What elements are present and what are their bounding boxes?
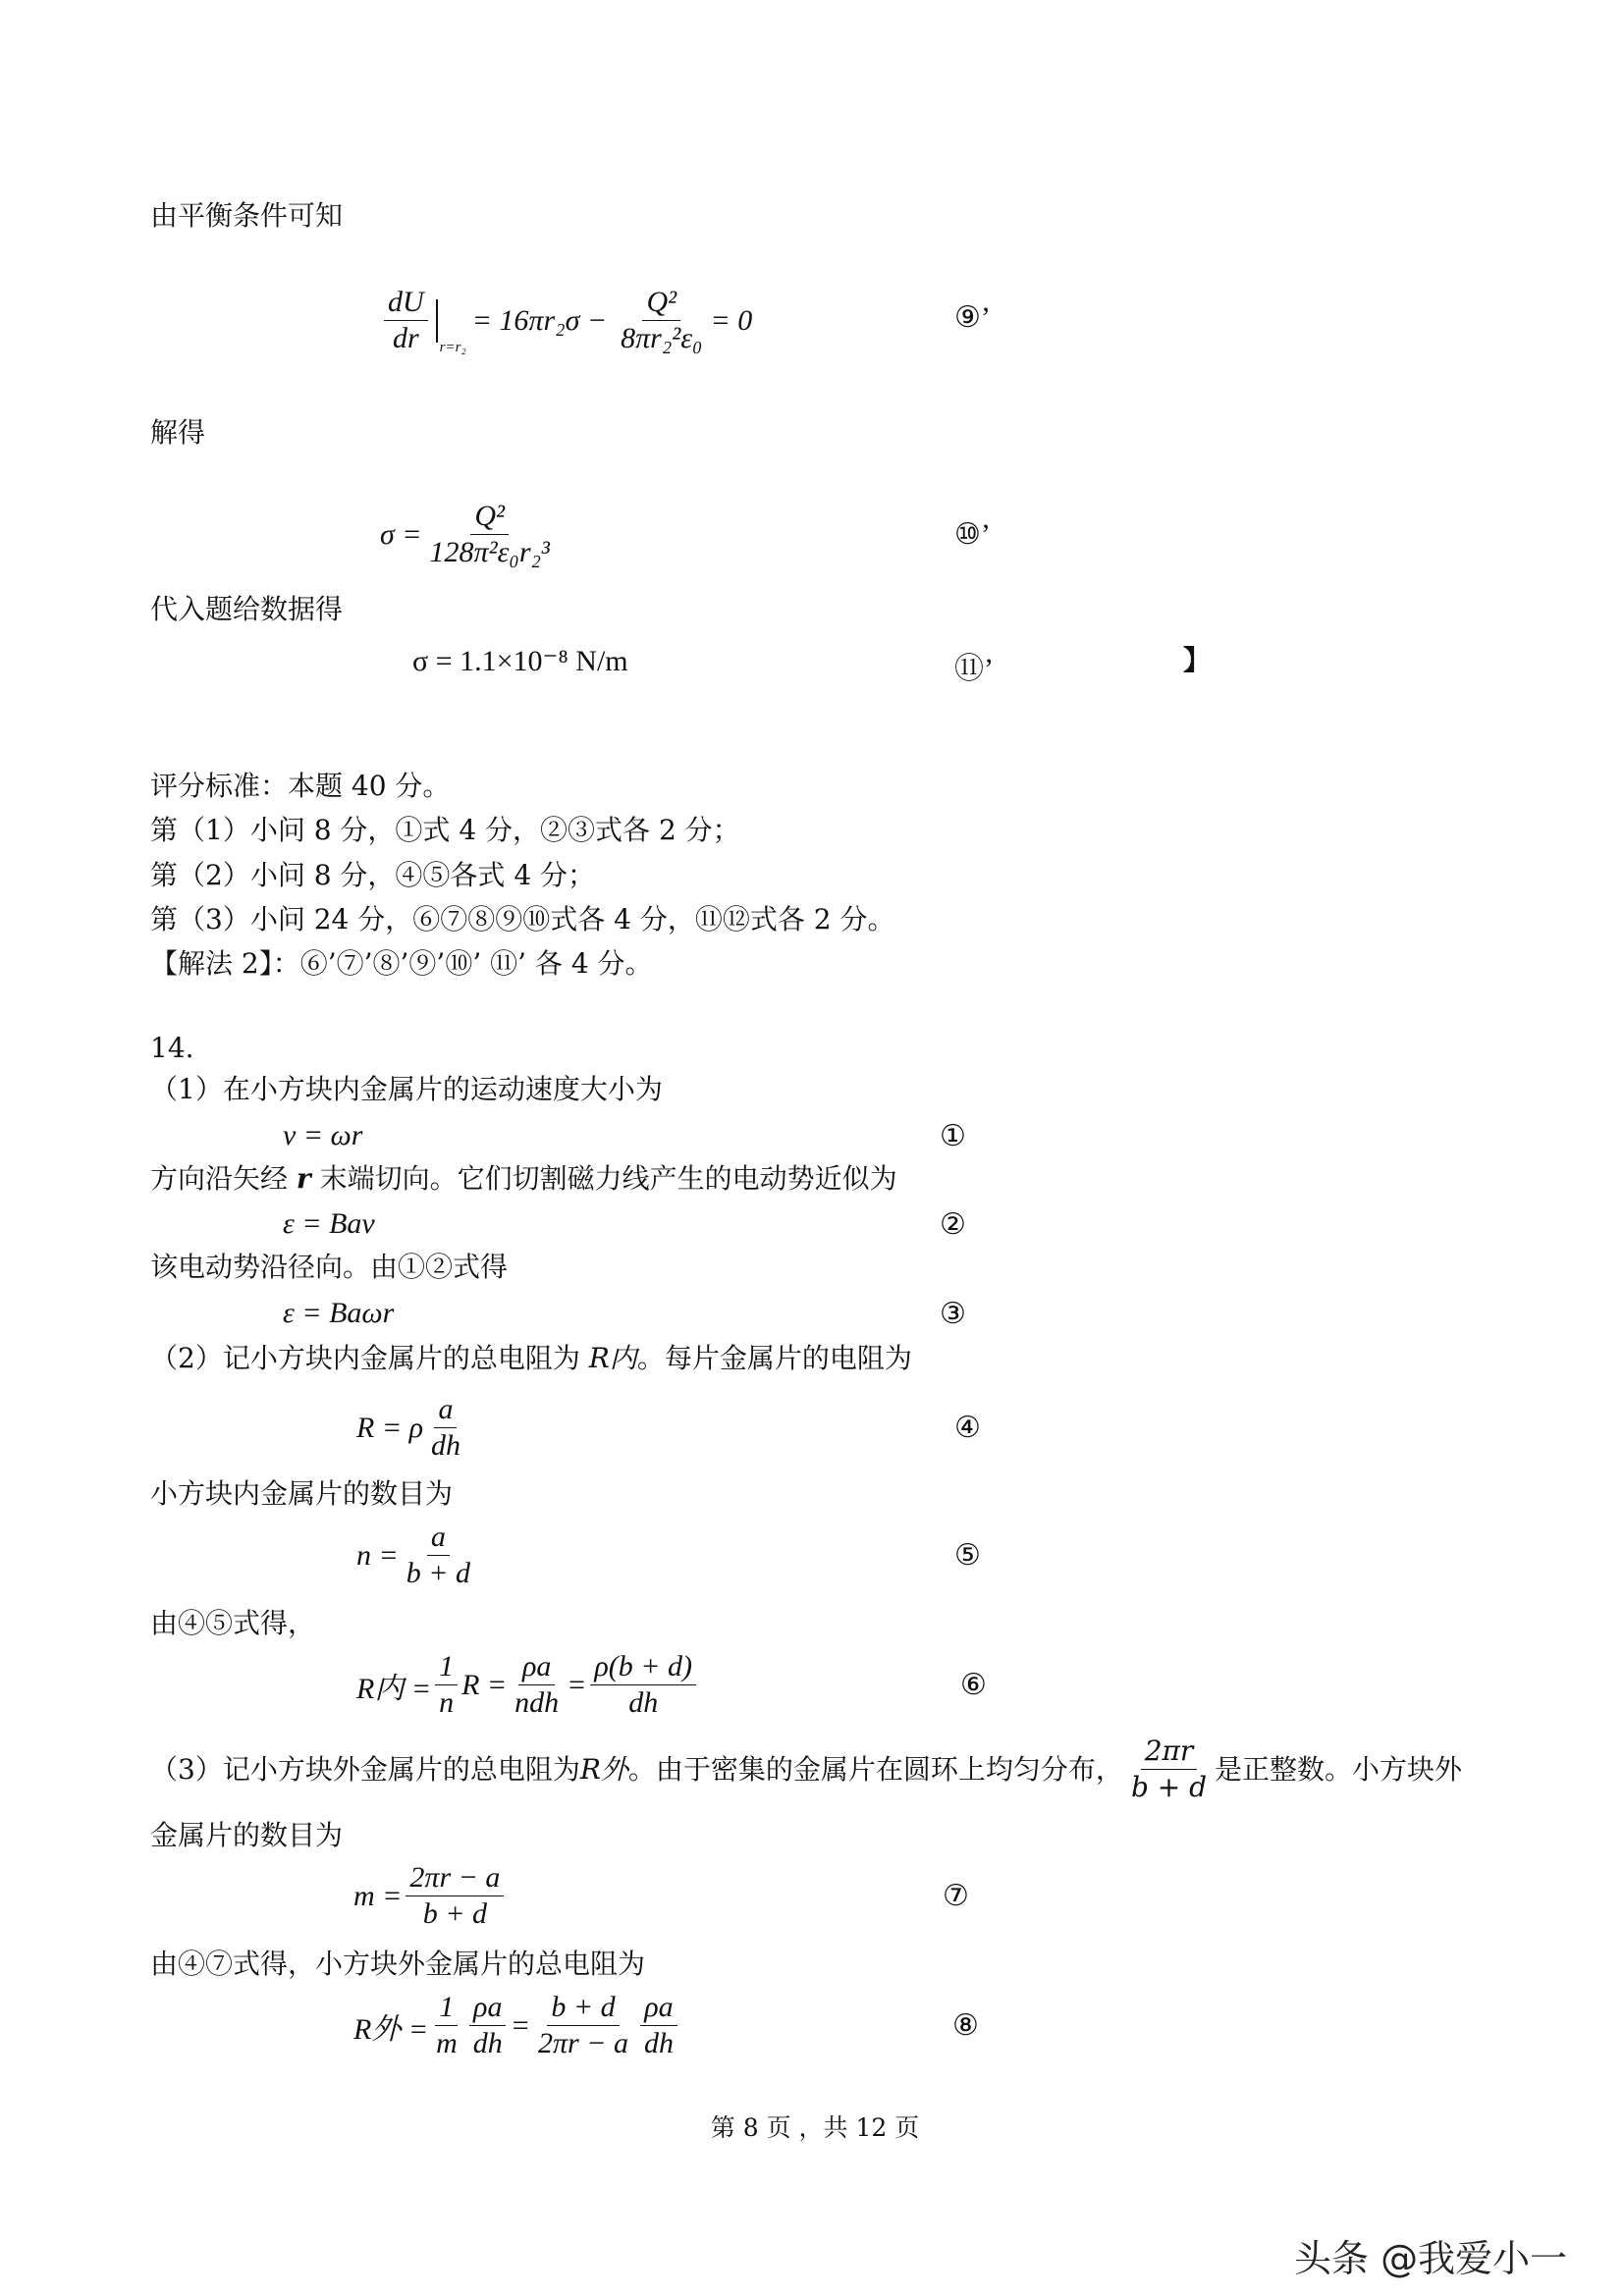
- eq-part: dr: [392, 322, 419, 354]
- text-line: 金属片的数目为: [150, 1819, 344, 1851]
- eq-part: 2πr: [1141, 1734, 1198, 1770]
- eq-part: 128π²ε₀r₂³: [429, 536, 550, 568]
- equation-9: [380, 285, 752, 356]
- scoring-line: 评分标准：本题 40 分。: [150, 770, 451, 802]
- eq-part: n: [439, 1686, 455, 1719]
- eq-part: m: [436, 2027, 458, 2059]
- eq-part: b + d: [1130, 1771, 1208, 1803]
- text: 末端切向。它们切割磁力线产生的电动势近似为: [310, 1162, 897, 1195]
- eq-part: b + d: [422, 1897, 488, 1930]
- eq-part: b + d: [406, 1557, 470, 1589]
- eq-part: dU: [384, 285, 428, 321]
- text: （2）记小方块内金属片的总电阻为: [150, 1342, 589, 1374]
- equation-8: [353, 1990, 681, 2061]
- eq-part: a: [434, 1392, 457, 1428]
- eq-part: 2πr − a: [406, 1860, 504, 1896]
- scoring-line: 第（2）小问 8 分，④⑤各式 4 分；: [150, 859, 596, 891]
- equation-label: ⑦: [943, 1880, 969, 1912]
- eq-part: Q²: [470, 499, 509, 535]
- equation-3: ε = Baωr: [283, 1297, 395, 1329]
- text: 。每片金属片的电阻为: [636, 1342, 912, 1374]
- eq-part: 1: [435, 1649, 458, 1685]
- equation-10: [380, 499, 558, 570]
- eq-part: R =: [461, 1668, 508, 1701]
- eq-part: dh: [430, 1429, 460, 1462]
- scoring-line: 第（3）小问 24 分，⑥⑦⑧⑨⑩式各 4 分，⑪⑫式各 2 分。: [150, 903, 895, 935]
- text: （3）记小方块外金属片的总电阻为: [150, 1752, 580, 1786]
- text-line: [150, 1342, 912, 1375]
- eq-part: a: [427, 1520, 450, 1556]
- eq-part: R外 =: [353, 2012, 429, 2046]
- equation-label: ②: [940, 1208, 966, 1241]
- eq-part: σ =: [380, 517, 422, 551]
- eq-part: m =: [353, 1879, 403, 1912]
- eq-part: 8πr₂²ε₀: [621, 322, 703, 354]
- text: r: [296, 1162, 311, 1195]
- equation-label: ③: [940, 1298, 966, 1330]
- equation-label: ⑩’: [954, 518, 991, 551]
- equation-label: ⑧: [952, 2009, 979, 2042]
- eq-part: Q²: [642, 285, 680, 321]
- evaluation-bar: [436, 299, 438, 343]
- text-line: 代入题给数据得: [150, 593, 344, 625]
- eq-part: b + d: [547, 1990, 619, 2026]
- scoring-line: 第（1）小问 8 分，①式 4 分，②③式各 2 分；: [150, 814, 740, 846]
- watermark: 头条 @我爱小一: [1294, 2237, 1568, 2280]
- text: 。由于密集的金属片在圆环上均匀分布，: [627, 1752, 1123, 1786]
- text-line: 解得: [150, 416, 206, 449]
- scoring-line: 【解法 2】：⑥’⑦’⑧’⑨’⑩’ ⑪’ 各 4 分。: [150, 947, 653, 980]
- eq-part: ρa: [640, 1990, 677, 2026]
- text-line: [150, 1162, 897, 1196]
- bracket: 】: [1183, 644, 1212, 676]
- eq-part: = 0: [710, 303, 753, 337]
- eq-part: dh: [472, 2027, 503, 2059]
- equation-label: ⑨’: [954, 301, 991, 334]
- text-line: 由④⑦式得，小方块外金属片的总电阻为: [150, 1948, 646, 1980]
- text-line: [150, 1734, 1462, 1805]
- equation-label: ⑤: [954, 1539, 981, 1572]
- eq-part: ndh: [514, 1686, 560, 1719]
- equation-5: [356, 1520, 478, 1591]
- eq-part: =: [567, 1668, 587, 1701]
- eq-part: R内 =: [356, 1672, 432, 1705]
- equation-2: ε = Bav: [283, 1207, 375, 1240]
- equation-1: v = ωr: [283, 1119, 363, 1151]
- text: 是正整数。小方块外: [1215, 1752, 1463, 1786]
- page-footer: 第 8 页 ，共 12 页: [710, 2113, 920, 2142]
- eq-part: R = ρ: [356, 1411, 423, 1444]
- question-number: 14.: [150, 1032, 194, 1064]
- equation-label: ⑪’: [954, 653, 994, 685]
- eq-part: dh: [628, 1686, 659, 1719]
- equation-label: ①: [940, 1120, 966, 1152]
- eq-part: dh: [643, 2027, 674, 2059]
- text: R外: [579, 1752, 628, 1786]
- eq-part: ρa: [469, 1990, 506, 2026]
- eq-part: = 16πr₂σ −: [471, 303, 608, 337]
- eq-part: =: [510, 2008, 530, 2042]
- eq-part: ρ(b + d): [590, 1649, 696, 1685]
- eq-part: n =: [356, 1538, 399, 1572]
- text-line: 小方块内金属片的数目为: [150, 1477, 454, 1510]
- equation-6: [356, 1649, 700, 1721]
- eq-part: ρa: [518, 1649, 555, 1685]
- equation-11: σ = 1.1×10⁻⁸ N/m: [412, 645, 628, 677]
- equation-4: [356, 1392, 468, 1464]
- text-line: 该电动势沿径向。由①②式得: [150, 1251, 509, 1283]
- eq-part: r=r₂: [439, 340, 466, 355]
- eq-part: 1: [435, 1990, 458, 2026]
- equation-label: ⑥: [960, 1669, 987, 1701]
- eq-part: 2πr − a: [538, 2027, 628, 2059]
- equation-label: ④: [954, 1412, 981, 1444]
- text: R内: [588, 1342, 637, 1374]
- text-line: 由④⑤式得，: [150, 1607, 316, 1639]
- text-line: 由平衡条件可知: [150, 199, 344, 232]
- equation-7: [353, 1860, 508, 1932]
- text: 方向沿矢经: [150, 1162, 297, 1195]
- text-line: （1）在小方块内金属片的运动速度大小为: [150, 1073, 663, 1105]
